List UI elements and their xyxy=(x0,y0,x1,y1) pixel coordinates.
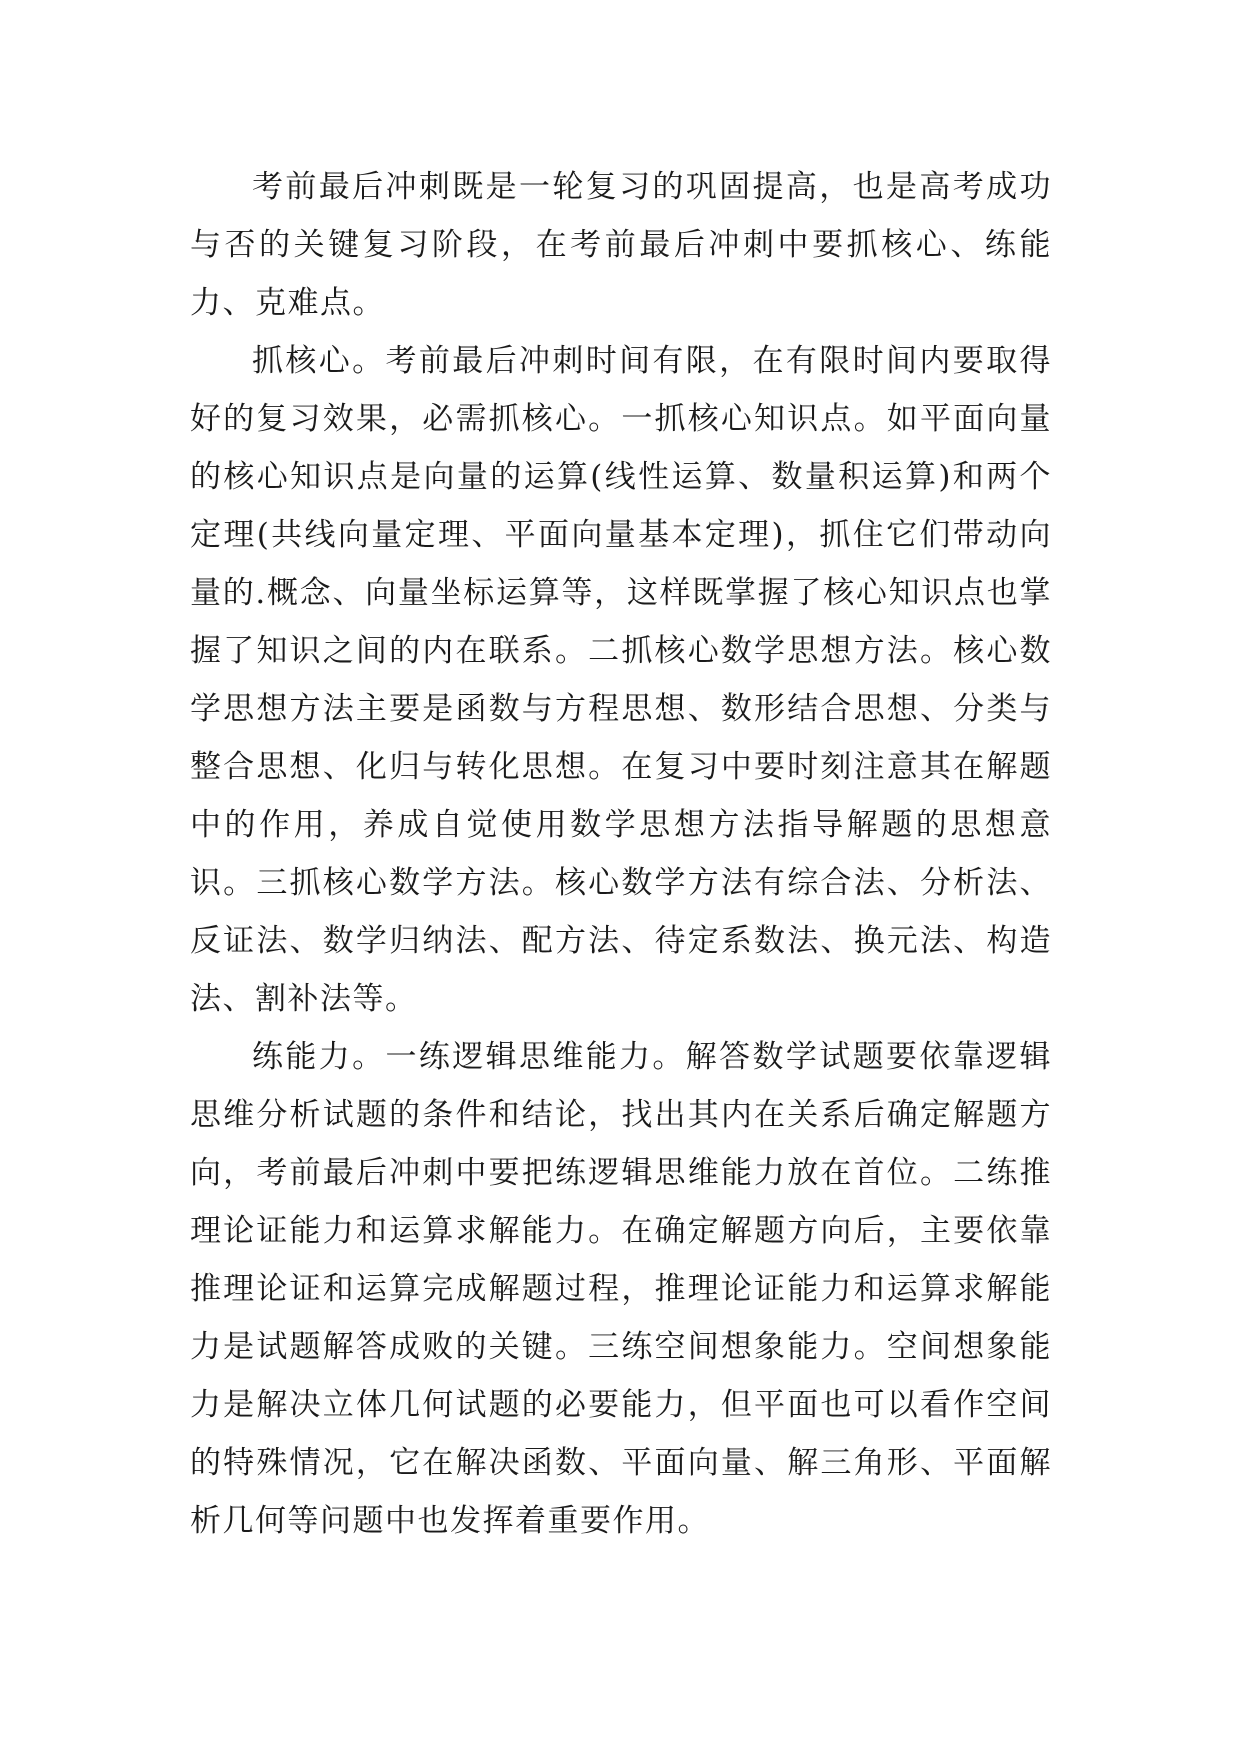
paragraph-core: 抓核心。考前最后冲刺时间有限，在有限时间内要取得好的复习效果，必需抓核心。一抓核心知识点。如平面向量的核心知识点是向量的运算(线性运算、数量积运算)和两个定理(共线向量定理、平面向量基本定理)，抓住它们带动向量的.概念、向量坐标运算等，这样既掌握了核心知识点也掌握了知识之间的内在联系。二抓核心数学思想方法。核心数学思想方法主要是函数与方程思想、数形结合思想、分类与整合思想、化归与转化思想。在复习中要时刻注意其在解题中的作用，养成自觉使用数学思想方法指导解题的思想意识。三抓核心数学方法。核心数学方法有综合法、分析法、反证法、数学归纳法、配方法、待定系数法、换元法、构造法、割补法等。 xyxy=(190,343,1052,1017)
paragraph-intro: 考前最后冲刺既是一轮复习的巩固提高，也是高考成功与否的关键复习阶段，在考前最后冲刺中要抓核心、练能力、克难点。 xyxy=(190,169,1052,321)
document-body xyxy=(190,158,1052,1550)
paragraph-ability: 练能力。一练逻辑思维能力。解答数学试题要依靠逻辑思维分析试题的条件和结论，找出其内在关系后确定解题方向，考前最后冲刺中要把练逻辑思维能力放在首位。二练推理论证能力和运算求解能力。在确定解题方向后，主要依靠推理论证和运算完成解题过程，推理论证能力和运算求解能力是试题解答成败的关键。三练空间想象能力。空间想象能力是解决立体几何试题的必要能力，但平面也可以看作空间的特殊情况，它在解决函数、平面向量、解三角形、平面解析几何等问题中也发挥着重要作用。 xyxy=(190,1039,1052,1539)
